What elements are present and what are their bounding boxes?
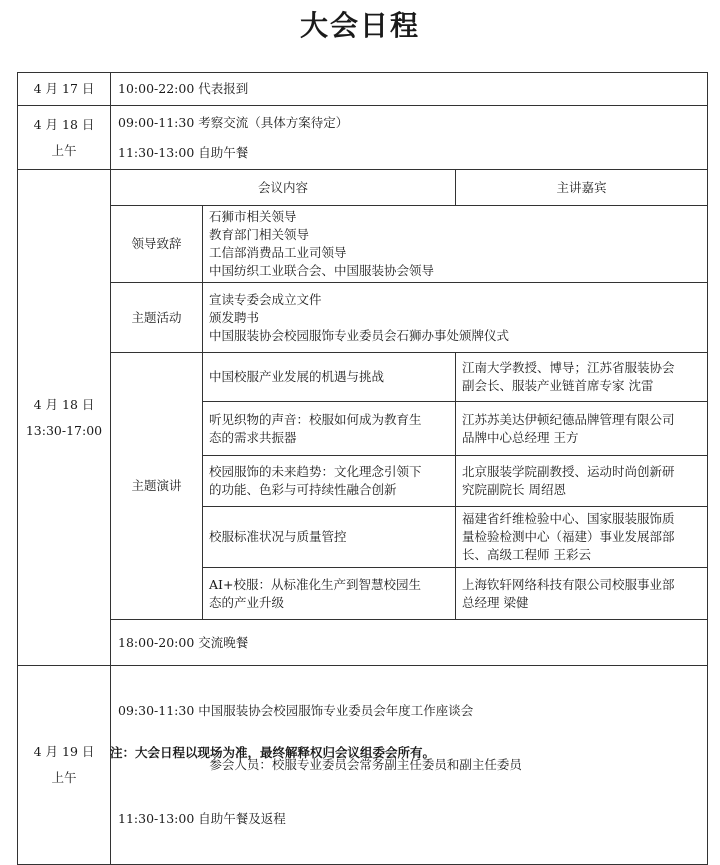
agenda-item: 09:30-11:30 中国服装协会校园服饰专业委员会年度工作座谈会 [118, 703, 474, 718]
speaker-line: 量检验检测中心（福建）事业发展部部 [462, 529, 675, 544]
topic-line: 校园服饰的未来趋势：文化理念引领下 [209, 464, 422, 479]
date-label: 4 月 18 日 [33, 396, 95, 412]
period-label: 上午 [51, 770, 77, 785]
topic-line: 态的产业升级 [209, 594, 285, 610]
date-label: 4 月 19 日 [33, 744, 95, 759]
list-item: 石狮市相关领导 [209, 209, 297, 224]
talk-topic [203, 507, 456, 568]
header-speaker: 主讲嘉宾 [456, 170, 708, 206]
activity-lines [203, 283, 708, 353]
date-cell [18, 106, 111, 170]
speaker-line: 副会长、服装产业链首席专家 沈雷 [462, 378, 654, 393]
list-item: 中国纺织工业联合会、中国服装协会领导 [209, 263, 435, 278]
agenda-item: 18:00-20:00 交流晚餐 [111, 620, 708, 666]
page-title: 大会日程 [299, 9, 420, 42]
talk-speaker [456, 456, 708, 507]
speaker-line: 江苏苏美达伊顿纪德品牌管理有限公司 [462, 411, 675, 427]
agenda-item: 参会人员：校服专业委员会常务副主任委员和副主任委员 [118, 757, 522, 772]
talk-speaker [456, 402, 708, 456]
speaker-line: 上海钦轩网络科技有限公司校服事业部 [462, 576, 675, 592]
talk-topic [203, 568, 456, 620]
talk-topic [203, 402, 456, 456]
speaker-line: 福建省纤维检验中心、国家服装服饰质 [462, 511, 675, 526]
speaker-line: 江南大学教授、博导；江苏省服装协会 [462, 360, 675, 375]
speaker-line: 究院副院长 周绍恩 [462, 482, 566, 497]
topic-line: AI+校服：从标准化生产到智慧校园生 [209, 576, 421, 592]
talk-speaker [456, 507, 708, 568]
speaker-line: 品牌中心总经理 王方 [462, 429, 579, 445]
speaker-line: 总经理 梁健 [462, 594, 529, 610]
list-item: 教育部门相关领导 [209, 227, 310, 242]
talk-topic [203, 456, 456, 507]
header-content: 会议内容 [111, 170, 456, 206]
agenda-item: 11:30-13:00 自助午餐 [118, 144, 249, 160]
speaker-line: 长、高级工程师 王彩云 [462, 547, 591, 562]
category-label: 领导致辞 [111, 206, 203, 283]
speaker-line: 北京服装学院副教授、运动时尚创新研 [462, 464, 675, 479]
date-label: 4 月 18 日 [33, 116, 95, 132]
list-item: 颁发聘书 [209, 309, 260, 325]
topic-line: 校服标准状况与质量管控 [209, 529, 347, 544]
list-item: 中国服装协会校园服饰专业委员会石狮办事处颁牌仪式 [209, 327, 510, 343]
category-label: 主题活动 [111, 283, 203, 353]
period-label: 上午 [51, 142, 77, 158]
agenda-item: 09:00-11:30 考察交流（具体方案待定） [118, 114, 349, 130]
list-item: 宣读专委会成立文件 [209, 291, 322, 307]
topic-line: 中国校服产业发展的机遇与挑战 [209, 369, 385, 384]
activity-row [18, 283, 708, 353]
date-cell: 4 月 17 日 [18, 73, 111, 106]
topic-line: 的功能、色彩与可持续性融合创新 [209, 482, 397, 497]
talk-topic [203, 353, 456, 402]
talk-row [18, 353, 708, 402]
date-cell [18, 170, 111, 666]
schedule-header-row [18, 170, 708, 206]
category-label: 主题演讲 [111, 353, 203, 620]
time-label: 13:30-17:00 [25, 422, 103, 438]
footnote: 注：大会日程以现场为准，最终解释权归会议组委会所有。 [110, 745, 436, 760]
list-item: 工信部消费品工业司领导 [209, 245, 347, 260]
opening-lines [203, 206, 708, 283]
agenda-item: 10:00-22:00 代表报到 [111, 73, 708, 106]
topic-line: 听见织物的声音：校服如何成为教育生 [209, 411, 422, 427]
opening-row [18, 206, 708, 283]
topic-line: 态的需求共振器 [209, 429, 297, 445]
agenda-item: 11:30-13:00 自助午餐及返程 [118, 811, 286, 826]
agenda-items [111, 106, 708, 170]
talk-speaker [456, 353, 708, 402]
date-cell [18, 666, 111, 865]
talk-speaker [456, 568, 708, 620]
schedule-row-day1 [18, 73, 708, 106]
agenda-items [111, 666, 708, 865]
schedule-row-day2-morning [18, 106, 708, 170]
schedule-row-day3 [18, 666, 708, 865]
dinner-row [18, 620, 708, 666]
